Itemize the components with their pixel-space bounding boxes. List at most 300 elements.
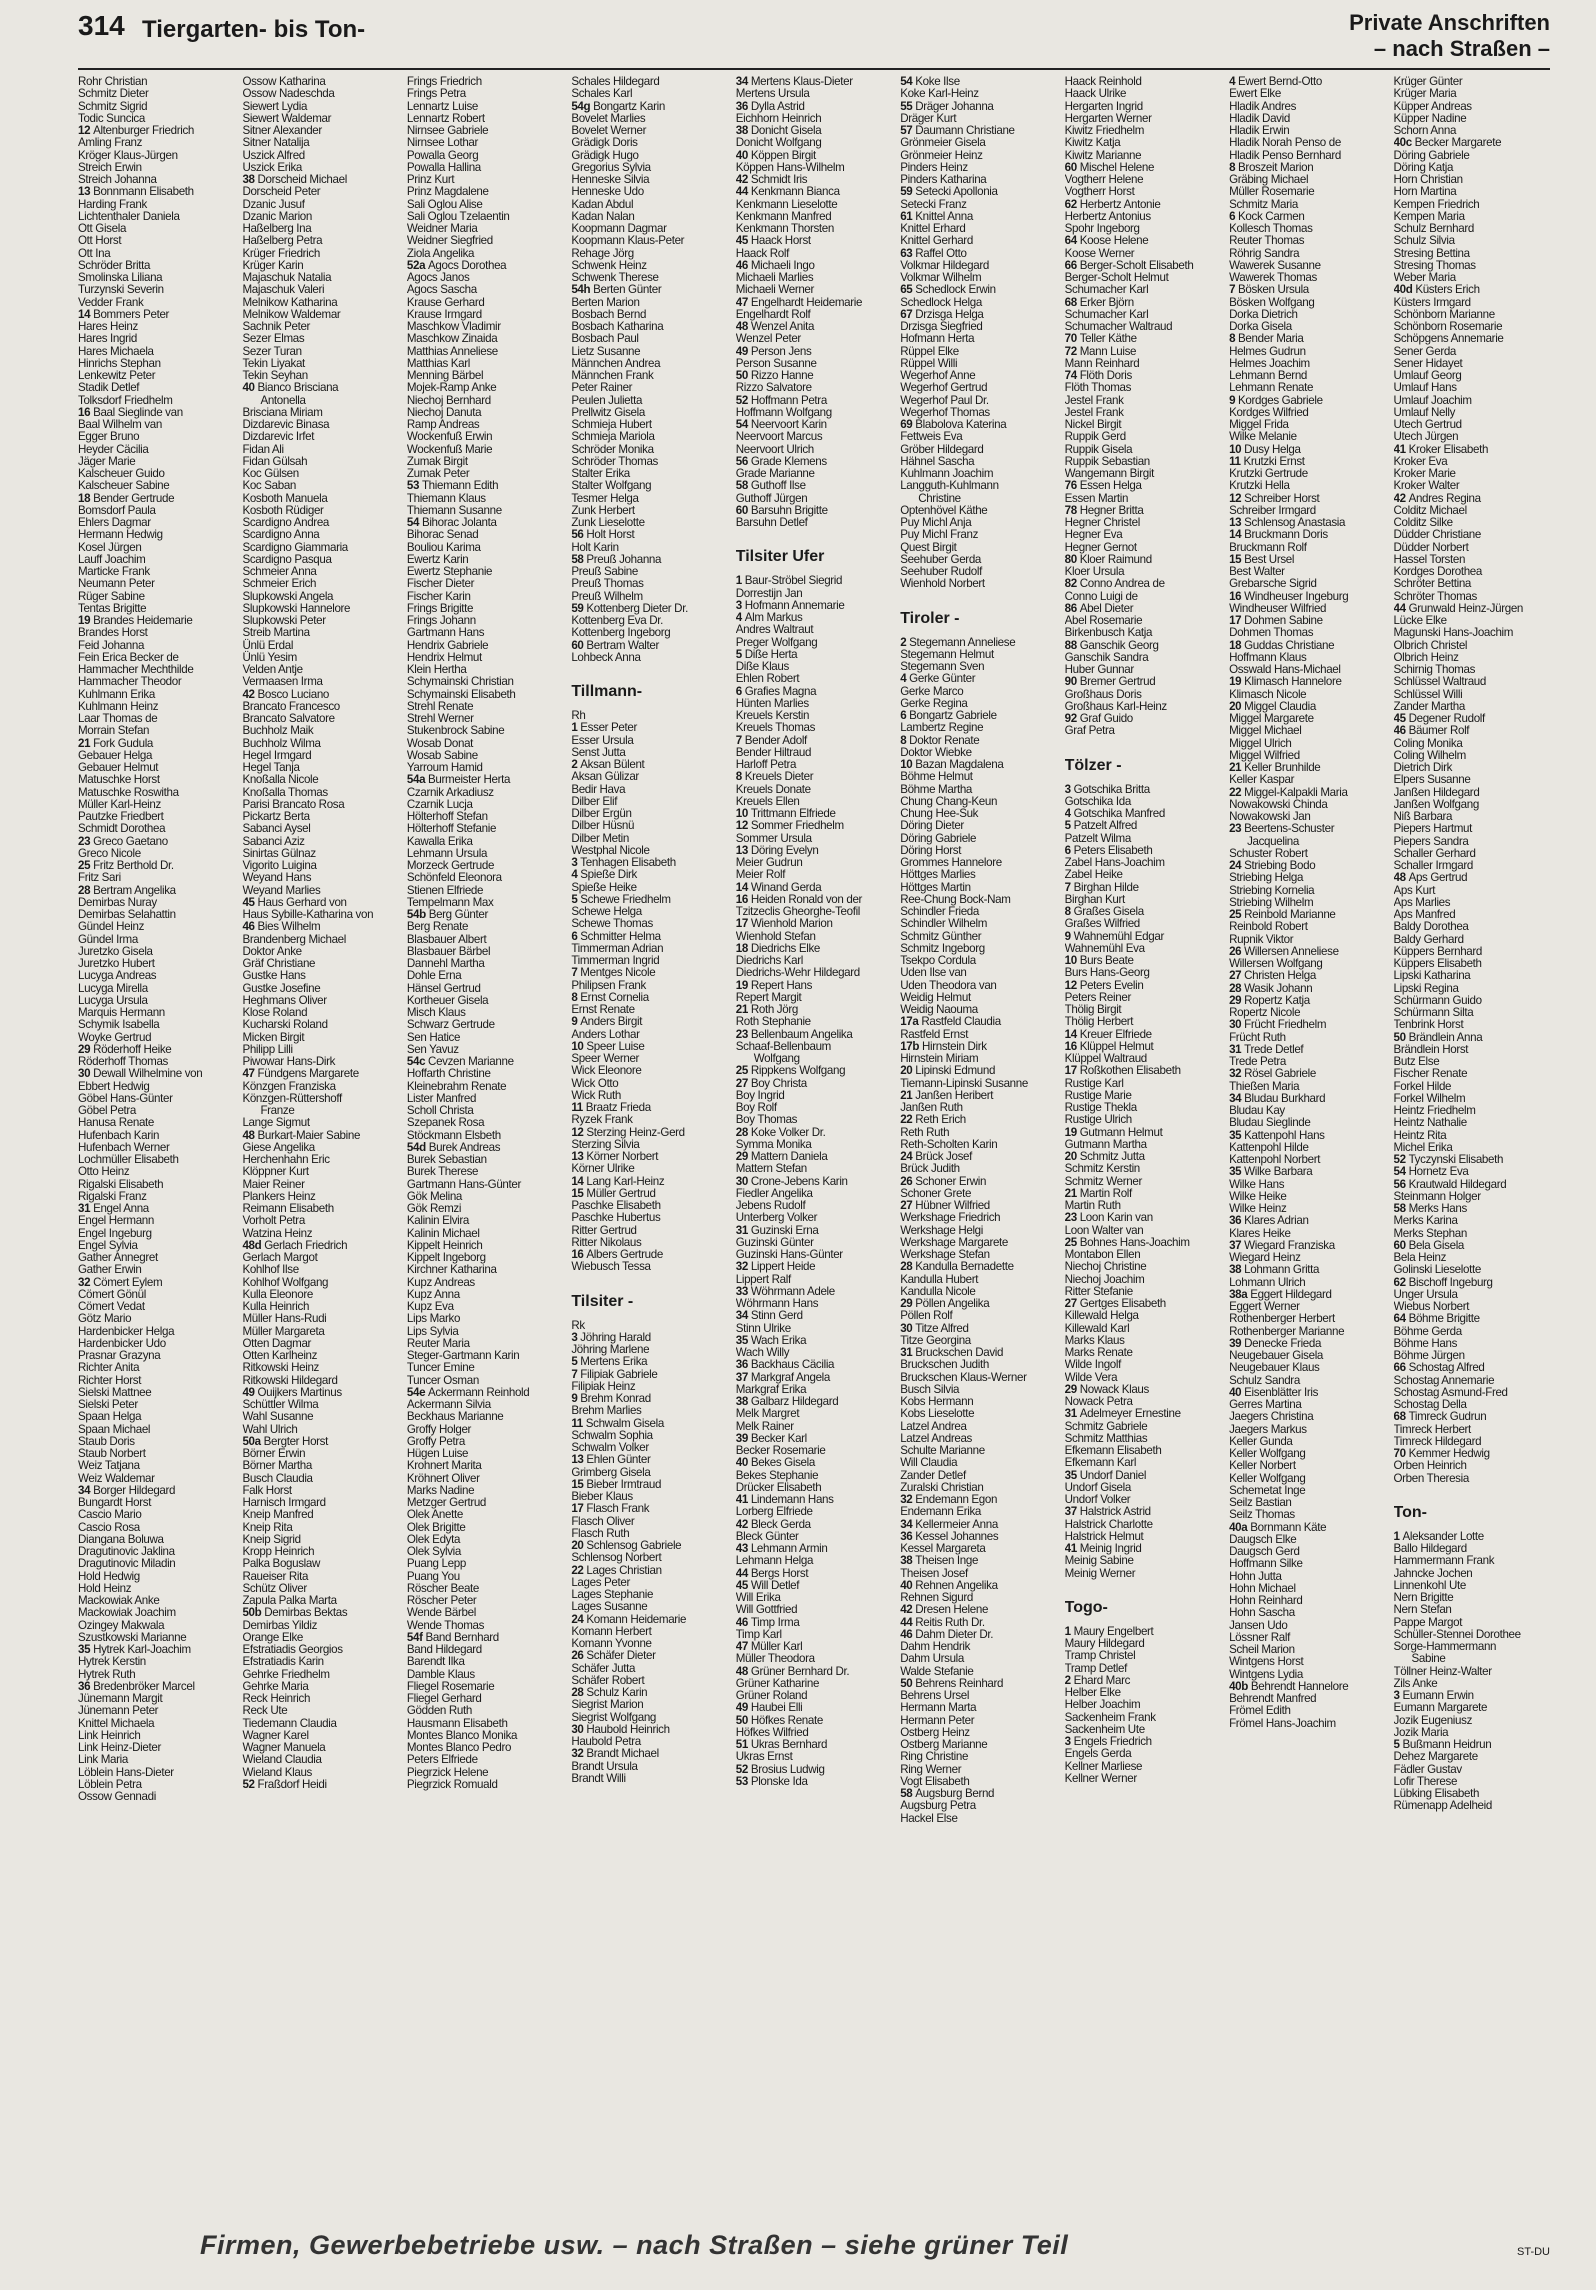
directory-entry: Kupz Anna bbox=[406, 1287, 460, 1301]
directory-entry: Olek Anette bbox=[406, 1508, 463, 1522]
directory-entry: Timmerman Ingrid bbox=[571, 954, 660, 967]
directory-entry: Fädler Gustav bbox=[1393, 1762, 1462, 1776]
directory-entry: 30 Crone-Jebens Karin bbox=[735, 1174, 848, 1188]
directory-entry: Rk bbox=[571, 1318, 585, 1332]
house-number: 54 bbox=[406, 516, 422, 529]
directory-entry: Lennartz Luise bbox=[406, 99, 479, 113]
directory-entry: Hassel Torsten bbox=[1393, 552, 1466, 566]
directory-entry: Uden Theodora van bbox=[900, 978, 997, 992]
directory-entry: Kiwitz Marianne bbox=[1064, 148, 1142, 162]
directory-entry: Brändlein Horst bbox=[1393, 1042, 1469, 1056]
directory-entry: 6 Kock Carmen bbox=[1229, 209, 1305, 223]
house-number: 46 bbox=[242, 920, 258, 934]
directory-entry: Bosbach Paul bbox=[571, 332, 639, 346]
directory-entry: Link Heinrich bbox=[78, 1728, 141, 1742]
house-number: 13 bbox=[78, 185, 94, 199]
directory-entry: 52 Tyczynski Elisabeth bbox=[1393, 1153, 1504, 1166]
directory-entry: Wilke Melanie bbox=[1229, 430, 1297, 444]
house-number: 52 bbox=[735, 1762, 751, 1776]
directory-entry: Baldy Gerhard bbox=[1393, 932, 1464, 946]
directory-entry: Dizdarevic Binasa bbox=[242, 418, 330, 431]
directory-entry: 36 Klares Adrian bbox=[1229, 1214, 1309, 1228]
directory-entry: 50 Rizzo Hanne bbox=[735, 369, 814, 382]
directory-entry: 17 Roßkothen Elisabeth bbox=[1064, 1064, 1181, 1078]
directory-entry: Lambertz Regine bbox=[900, 721, 984, 735]
directory-entry: Person Susanne bbox=[735, 356, 817, 370]
directory-entry: Will Claudia bbox=[900, 1456, 958, 1470]
directory-entry: Schwalm Sophia bbox=[571, 1428, 653, 1442]
directory-entry: 48 Burkart-Maier Sabine bbox=[242, 1128, 361, 1142]
directory-entry: Mertens Ursula bbox=[735, 87, 810, 101]
directory-entry: 36 Dylla Astrid bbox=[735, 99, 805, 113]
directory-entry: Scardigno Giammaria bbox=[242, 540, 348, 554]
page-number: 314 bbox=[78, 10, 125, 41]
directory-entry: Coling Wilhelm bbox=[1393, 748, 1466, 762]
house-number: 67 bbox=[900, 307, 916, 321]
directory-entry: Brancato Salvatore bbox=[242, 712, 335, 725]
directory-entry: Forkel Hilde bbox=[1393, 1079, 1452, 1093]
directory-entry: Döring Dieter bbox=[900, 819, 964, 833]
directory-entry: Quest Birgit bbox=[900, 540, 957, 554]
directory-entry: Ewert Elke bbox=[1229, 87, 1281, 101]
directory-entry: Kulla Heinrich bbox=[242, 1300, 310, 1313]
column-4 bbox=[571, 76, 727, 2221]
directory-entry: Peters Reiner bbox=[1064, 990, 1131, 1004]
directory-entry: 50 Behrens Reinhard bbox=[900, 1676, 1004, 1690]
directory-entry: Nern Brigitte bbox=[1393, 1591, 1454, 1604]
house-number: 58 bbox=[900, 1787, 916, 1800]
house-number: 22 bbox=[900, 1113, 916, 1127]
directory-entry: Ritkowski Hildegard bbox=[242, 1373, 338, 1387]
directory-entry: 18 Diedrichs Elke bbox=[735, 941, 821, 955]
directory-entry: Wosab Sabine bbox=[406, 748, 478, 762]
directory-entry: Diedrichs-Wehr Hildegard bbox=[735, 966, 860, 980]
directory-entry: 17 Dohmen Sabine bbox=[1229, 614, 1323, 627]
directory-entry: Reuter Maria bbox=[406, 1336, 470, 1350]
directory-entry: Großhaus Karl-Heinz bbox=[1064, 699, 1167, 713]
directory-entry: Schmeier Erich bbox=[242, 577, 317, 591]
directory-entry: Unger Ursula bbox=[1393, 1287, 1458, 1301]
house-number: 7 bbox=[1229, 283, 1239, 297]
directory-entry: Schaaf-Bellenbaum bbox=[735, 1039, 831, 1053]
directory-entry: Gutmann Martha bbox=[1064, 1137, 1147, 1151]
directory-entry: Tesmer Helga bbox=[571, 491, 639, 505]
directory-entry: 25 Reinbold Marianne bbox=[1229, 908, 1336, 921]
directory-entry: Cascio Mario bbox=[78, 1508, 142, 1522]
directory-entry: Dietrich Dirk bbox=[1393, 761, 1453, 774]
directory-entry: Neervoort Ulrich bbox=[735, 442, 814, 456]
street-heading: Tilsiter Ufer bbox=[735, 548, 825, 566]
directory-entry: Huber Gunnar bbox=[1064, 663, 1134, 676]
directory-entry: Lehmann Ursula bbox=[406, 846, 488, 860]
directory-entry: Frücht Ruth bbox=[1229, 1030, 1286, 1044]
directory-entry: 20 Lipinski Edmund bbox=[900, 1064, 996, 1078]
directory-entry: Burek Therese bbox=[406, 1165, 479, 1179]
directory-entry: 38 Donicht Gisela bbox=[735, 124, 822, 137]
directory-entry: 86 Abel Dieter bbox=[1064, 601, 1134, 615]
house-number: 7 bbox=[735, 733, 745, 747]
house-number: 68 bbox=[1393, 1410, 1409, 1424]
directory-entry: Mackowiak Joachim bbox=[78, 1606, 176, 1620]
directory-entry: Weber Maria bbox=[1393, 271, 1456, 284]
directory-entry: 6 Schmitter Helma bbox=[571, 929, 661, 943]
directory-entry: Burek Sebastian bbox=[406, 1153, 487, 1166]
house-number: 37 bbox=[1064, 1505, 1080, 1519]
directory-entry: Jestel Frank bbox=[1064, 393, 1124, 407]
directory-entry: Hufenbach Werner bbox=[78, 1140, 170, 1154]
directory-entry: 22 Reth Erich bbox=[900, 1113, 966, 1127]
directory-entry: Uszick Alfred bbox=[242, 148, 305, 162]
house-number: 8 bbox=[900, 733, 910, 747]
directory-entry: 50a Bergter Horst bbox=[242, 1434, 328, 1448]
directory-entry: 25 Bohnes Hans-Joachim bbox=[1064, 1235, 1190, 1249]
directory-entry: Czarnik Arkadiusz bbox=[406, 785, 494, 799]
directory-entry: 45 Haack Horst bbox=[735, 234, 811, 248]
directory-entry: Langguth-Kuhlmann bbox=[900, 479, 999, 493]
directory-entry: Spieße Heike bbox=[571, 880, 637, 894]
directory-entry: 61 Knittel Anna bbox=[900, 209, 973, 223]
directory-entry: Mann Reinhard bbox=[1064, 356, 1140, 370]
directory-entry: Krüger Günter bbox=[1393, 76, 1463, 88]
directory-entry: Siegrist Marion bbox=[571, 1698, 644, 1712]
directory-entry: 13 Döring Evelyn bbox=[735, 843, 819, 857]
directory-entry: Göbel Hans-Günter bbox=[78, 1091, 173, 1105]
directory-entry: Scardigno Andrea bbox=[242, 516, 330, 529]
directory-entry: Krüger Maria bbox=[1393, 87, 1457, 101]
directory-entry: Dzanic Jusuf bbox=[242, 197, 305, 211]
directory-entry: Schewe Thomas bbox=[571, 917, 653, 931]
house-number: 54h bbox=[571, 283, 594, 297]
directory-entry: Patzelt Wilma bbox=[1064, 831, 1131, 845]
directory-entry: Piegrzick Romuald bbox=[406, 1777, 498, 1791]
directory-entry: Niechoj Bernhard bbox=[406, 393, 491, 407]
directory-entry: Meier Rolf bbox=[735, 868, 786, 882]
directory-entry: Ring Christine bbox=[900, 1750, 969, 1764]
directory-entry: Helmes Joachim bbox=[1229, 356, 1310, 370]
house-number: 28 bbox=[735, 1125, 751, 1139]
house-number: 68 bbox=[1064, 295, 1080, 309]
directory-entry: Killewald Helga bbox=[1064, 1309, 1139, 1323]
house-number: 54 bbox=[900, 76, 916, 88]
directory-entry: Fritz Sari bbox=[78, 871, 121, 885]
directory-entry: Ehlen Robert bbox=[735, 672, 800, 686]
directory-entry: Link Heinz-Dieter bbox=[78, 1741, 161, 1754]
house-number: 26 bbox=[900, 1174, 916, 1188]
directory-entry: Schlüssel Willi bbox=[1393, 687, 1463, 701]
house-number: 16 bbox=[735, 892, 751, 906]
house-number: 50 bbox=[1393, 1030, 1409, 1044]
directory-entry: Kempen Maria bbox=[1393, 209, 1465, 223]
directory-entry: 12 Peters Evelin bbox=[1064, 978, 1144, 992]
directory-entry: Peulen Julietta bbox=[571, 393, 643, 407]
directory-entry: Kloer Ursula bbox=[1064, 565, 1125, 578]
directory-entry: 55 Dräger Johanna bbox=[900, 99, 994, 113]
house-number: 6 bbox=[900, 709, 910, 722]
house-number: 45 bbox=[735, 234, 751, 248]
house-number: 38 bbox=[242, 173, 258, 186]
directory-entry: Windheuser Wilfried bbox=[1229, 601, 1327, 615]
directory-entry: Dzanic Marion bbox=[242, 209, 312, 223]
directory-entry: Herchenhahn Eric bbox=[242, 1153, 330, 1166]
house-number: 19 bbox=[1229, 675, 1245, 689]
house-number: 13 bbox=[571, 1453, 587, 1467]
directory-entry: Doktor Wiebke bbox=[900, 745, 972, 759]
directory-entry: Klein Hertha bbox=[406, 663, 467, 676]
directory-entry: Rehnen Sigurd bbox=[900, 1591, 973, 1604]
directory-entry: Lips Marko bbox=[406, 1312, 461, 1326]
directory-entry: Turzynski Severin bbox=[78, 283, 164, 297]
directory-entry: Brancato Francesco bbox=[242, 699, 340, 713]
directory-entry: Antonella bbox=[260, 393, 306, 407]
directory-entry: Lipski Regina bbox=[1393, 981, 1459, 995]
directory-entry: Abel Rosemarie bbox=[1064, 614, 1143, 627]
house-number: 50 bbox=[900, 1676, 916, 1690]
house-number: 25 bbox=[1229, 908, 1245, 921]
house-number: 63 bbox=[900, 246, 916, 260]
house-number: 10 bbox=[1229, 442, 1245, 456]
directory-entry: Bedir Hava bbox=[571, 782, 626, 796]
directory-entry: Wawerek Thomas bbox=[1229, 271, 1317, 284]
directory-entry: Rothenberger Marianne bbox=[1229, 1324, 1345, 1338]
directory-entry: Wahl Susanne bbox=[242, 1410, 314, 1424]
directory-entry: Jünemann Margit bbox=[78, 1692, 163, 1705]
directory-entry: Lücke Elke bbox=[1393, 614, 1447, 627]
directory-entry: 54g Bongartz Karin bbox=[571, 99, 665, 113]
directory-entry: 23 Loon Karin van bbox=[1064, 1211, 1153, 1225]
directory-entry: Lochmüller Elisabeth bbox=[78, 1153, 179, 1166]
directory-entry: 44 Reitis Ruth Dr. bbox=[900, 1615, 985, 1629]
directory-entry: Röscher Peter bbox=[406, 1594, 477, 1607]
house-number: 14 bbox=[571, 1174, 587, 1188]
directory-entry: Strehl Werner bbox=[406, 712, 474, 725]
directory-entry: Wienhold Stefan bbox=[735, 929, 816, 943]
directory-entry: Schmidt Dorothea bbox=[78, 822, 166, 836]
house-number: 36 bbox=[735, 1358, 751, 1372]
directory-entry: 1 Baur-Ströbel Siegrid bbox=[735, 574, 843, 588]
house-number: 6 bbox=[735, 684, 745, 698]
directory-entry: 4 Alm Markus bbox=[735, 611, 803, 624]
directory-entry: 59 Kottenberg Dieter Dr. bbox=[571, 601, 688, 615]
directory-entry: Wiegard Heinz bbox=[1229, 1251, 1301, 1264]
directory-entry: Brandt Willi bbox=[571, 1771, 626, 1785]
directory-entry: Fischer Dieter bbox=[406, 577, 475, 591]
directory-entry: Striebing Kornelia bbox=[1229, 883, 1315, 897]
directory-entry: Symma Monika bbox=[735, 1137, 812, 1151]
directory-entry: Schäfer Robert bbox=[571, 1673, 645, 1687]
directory-entry: Dizdarevic Irfet bbox=[242, 430, 315, 444]
house-number: 50b bbox=[242, 1606, 265, 1620]
directory-entry: Montes Blanco Monika bbox=[406, 1728, 518, 1742]
running-title: Tiergarten- bis Ton- bbox=[142, 16, 366, 43]
directory-entry: 60 Barsuhn Brigitte bbox=[735, 503, 828, 517]
house-number: 42 bbox=[242, 687, 258, 701]
house-number: 23 bbox=[1229, 822, 1245, 836]
house-number: 38 bbox=[1229, 1263, 1245, 1277]
directory-entry: Jestel Frank bbox=[1064, 405, 1124, 419]
directory-entry: Bruckmann Rolf bbox=[1229, 540, 1307, 554]
directory-entry: Schütz Oliver bbox=[242, 1581, 307, 1595]
house-number: 8 bbox=[1229, 332, 1239, 346]
directory-entry: Ackermann Silvia bbox=[406, 1398, 491, 1411]
directory-entry: Streich Johanna bbox=[78, 173, 157, 186]
directory-entry: Cascio Rosa bbox=[78, 1520, 140, 1534]
directory-entry: Wilde Vera bbox=[1064, 1370, 1118, 1384]
directory-entry: Walde Stefanie bbox=[900, 1664, 974, 1678]
directory-entry: 49 Haubei Elli bbox=[735, 1701, 803, 1715]
directory-entry: Niechoj Joachim bbox=[1064, 1272, 1145, 1286]
directory-entry: Rustige Thekla bbox=[1064, 1101, 1137, 1114]
directory-entry: Kawalla Erika bbox=[406, 834, 473, 848]
directory-entry: Böhme Jürgen bbox=[1393, 1349, 1465, 1362]
directory-entry: Puy Michl Franz bbox=[900, 528, 979, 542]
directory-entry: Siegrist Wolfgang bbox=[571, 1710, 657, 1724]
directory-entry: Wilke Hans bbox=[1229, 1177, 1285, 1191]
directory-entry: Efkemann Elisabeth bbox=[1064, 1444, 1162, 1457]
directory-entry: Müller Margareta bbox=[242, 1324, 325, 1338]
directory-entry: 6 Bongartz Gabriele bbox=[900, 709, 997, 722]
directory-entry: 41 Meinig Ingrid bbox=[1064, 1542, 1142, 1555]
street-heading: Tillmann- bbox=[571, 683, 643, 700]
directory-entry: Gather Annegret bbox=[78, 1251, 158, 1264]
house-number: 10 bbox=[1064, 954, 1080, 967]
directory-entry: 54e Ackermann Reinhold bbox=[406, 1385, 530, 1399]
house-number: 46 bbox=[735, 1615, 751, 1629]
house-number: 18 bbox=[735, 941, 751, 955]
directory-entry: Dilber Elif bbox=[571, 794, 618, 808]
directory-entry: Olek Edyta bbox=[406, 1532, 461, 1546]
directory-entry: Helber Joachim bbox=[1064, 1698, 1141, 1712]
directory-entry: Grüner Katharine bbox=[735, 1676, 820, 1690]
house-number: 34 bbox=[1229, 1091, 1245, 1105]
house-number: 54f bbox=[406, 1630, 426, 1644]
directory-entry: Morzeck Gertrude bbox=[406, 859, 495, 872]
directory-entry: Ruppik Sebastian bbox=[1064, 454, 1150, 468]
house-number: 23 bbox=[1064, 1211, 1080, 1225]
house-number: 48 bbox=[1393, 871, 1409, 885]
directory-entry: Schwalm Volker bbox=[571, 1441, 649, 1454]
house-number: 13 bbox=[735, 843, 751, 857]
directory-entry: Groffy Petra bbox=[406, 1434, 465, 1448]
directory-entry: Zumak Peter bbox=[406, 467, 470, 480]
directory-entry: Augsburg Petra bbox=[900, 1799, 976, 1813]
directory-entry: 16 Heiden Ronald von der bbox=[735, 892, 863, 906]
directory-entry: Hoffarth Christine bbox=[406, 1067, 491, 1081]
directory-entry: Gregorius Sylvia bbox=[571, 160, 651, 174]
directory-entry: 46 Timp Irma bbox=[735, 1615, 800, 1629]
house-number: 21 bbox=[735, 1003, 751, 1016]
directory-entry: 9 Wahnemühl Edgar bbox=[1064, 929, 1164, 943]
directory-entry: 46 Bäumer Rolf bbox=[1393, 724, 1470, 738]
house-number: 90 bbox=[1064, 675, 1080, 689]
directory-entry: Bender Hiltraud bbox=[735, 745, 812, 759]
house-number: 17 bbox=[1229, 614, 1245, 627]
house-number: 34 bbox=[78, 1483, 94, 1497]
directory-entry: Maschkow Zinaida bbox=[406, 332, 498, 346]
directory-entry: Stresing Bettina bbox=[1393, 246, 1470, 260]
directory-entry: Schröder Thomas bbox=[571, 454, 658, 468]
directory-entry: 58 Merks Hans bbox=[1393, 1202, 1467, 1215]
directory-entry: Thiemann Klaus bbox=[406, 491, 486, 505]
directory-entry: 47 Fündgens Margarete bbox=[242, 1067, 359, 1081]
directory-entry: Schürmann Silta bbox=[1393, 1006, 1474, 1019]
directory-entry: Schmitz Sigrid bbox=[78, 99, 148, 113]
directory-entry: 34 Bludau Burkhard bbox=[1229, 1091, 1326, 1105]
directory-entry: Rümenapp Adelheid bbox=[1393, 1799, 1492, 1813]
directory-entry: Lorberg Elfriede bbox=[735, 1505, 813, 1519]
directory-entry: 42 Schmidt Iris bbox=[735, 173, 808, 186]
directory-entry: Grüner Roland bbox=[735, 1689, 808, 1702]
house-number: 8 bbox=[1064, 905, 1074, 918]
directory-entry: 92 Graf Guido bbox=[1064, 712, 1133, 725]
directory-entry: Stöckmann Elsbeth bbox=[406, 1128, 501, 1142]
directory-entry: Seilz Thomas bbox=[1229, 1508, 1295, 1522]
house-number: 8 bbox=[571, 990, 581, 1004]
directory-entry: Schostag Asmund-Fred bbox=[1393, 1385, 1508, 1399]
directory-entry: Müller Rosemarie bbox=[1229, 185, 1315, 199]
directory-entry: Kohlhof Wolfgang bbox=[242, 1275, 329, 1289]
directory-entry: Seehuber Gerda bbox=[900, 552, 982, 566]
directory-entry: Wegerhof Anne bbox=[900, 369, 976, 382]
directory-entry: Wockenfuß Marie bbox=[406, 442, 493, 456]
house-number: 35 bbox=[1064, 1468, 1080, 1482]
directory-entry: Ossow Katharina bbox=[242, 76, 326, 88]
directory-entry: Nowack Petra bbox=[1064, 1395, 1133, 1408]
house-number: 27 bbox=[735, 1076, 751, 1090]
directory-entry: 60 Mischel Helene bbox=[1064, 160, 1155, 174]
directory-entry: Frings Friedrich bbox=[406, 76, 482, 88]
house-number: 9 bbox=[1064, 929, 1074, 943]
directory-entry: Schmieja Mariola bbox=[571, 430, 655, 444]
directory-entry: 53 Thiemann Edith bbox=[406, 479, 499, 493]
directory-entry: Dorrestijn Jan bbox=[735, 586, 803, 600]
directory-entry: Smolinska Liliana bbox=[78, 271, 163, 284]
directory-entry: Lössner Ralf bbox=[1229, 1630, 1290, 1644]
house-number: 34 bbox=[735, 1309, 751, 1323]
directory-entry: 38 Dorscheid Michael bbox=[242, 173, 347, 186]
directory-entry: 21 Martin Rolf bbox=[1064, 1186, 1132, 1200]
house-number: 53 bbox=[406, 479, 422, 493]
directory-entry: Ritkowski Heinz bbox=[242, 1361, 320, 1375]
directory-entry: 19 Klimasch Hannelore bbox=[1229, 675, 1342, 689]
directory-entry: Graßes Wilfried bbox=[1064, 917, 1140, 931]
directory-entry: Diße Klaus bbox=[735, 660, 789, 673]
directory-entry: Hardenbicker Udo bbox=[78, 1336, 166, 1350]
house-number: 6 bbox=[1064, 843, 1074, 857]
directory-entry: Sitner Natalija bbox=[242, 136, 310, 150]
directory-entry: Gerlach Margot bbox=[242, 1251, 318, 1264]
directory-entry: Holt Karin bbox=[571, 540, 619, 554]
directory-entry: 31 Bruckschen David bbox=[900, 1346, 1004, 1359]
directory-entry: Großhaus Doris bbox=[1064, 687, 1142, 701]
directory-entry: Birghan Kurt bbox=[1064, 892, 1125, 906]
directory-entry: Colditz Michael bbox=[1393, 503, 1467, 517]
directory-entry: 11 Krutzki Ernst bbox=[1229, 454, 1305, 468]
directory-entry: Niechoj Christine bbox=[1064, 1260, 1147, 1274]
directory-entry: Gök Melina bbox=[406, 1189, 463, 1203]
directory-entry: Lohbeck Anna bbox=[571, 650, 641, 664]
directory-entry: Bela Heinz bbox=[1393, 1251, 1447, 1264]
directory-entry: Reth-Scholten Karin bbox=[900, 1137, 998, 1151]
house-number: 20 bbox=[1064, 1150, 1080, 1163]
house-number: 22 bbox=[1229, 785, 1245, 799]
directory-entry: Wende Bärbel bbox=[406, 1606, 476, 1620]
column-8 bbox=[1229, 76, 1385, 2221]
directory-entry: Krutzki Gertrude bbox=[1229, 467, 1308, 480]
directory-entry: Best Walter bbox=[1229, 565, 1285, 578]
directory-entry: Rastfeld Ernst bbox=[900, 1027, 969, 1041]
directory-entry: Dahm Hendrik bbox=[900, 1640, 971, 1653]
directory-entry: Klimasch Nicole bbox=[1229, 687, 1307, 701]
